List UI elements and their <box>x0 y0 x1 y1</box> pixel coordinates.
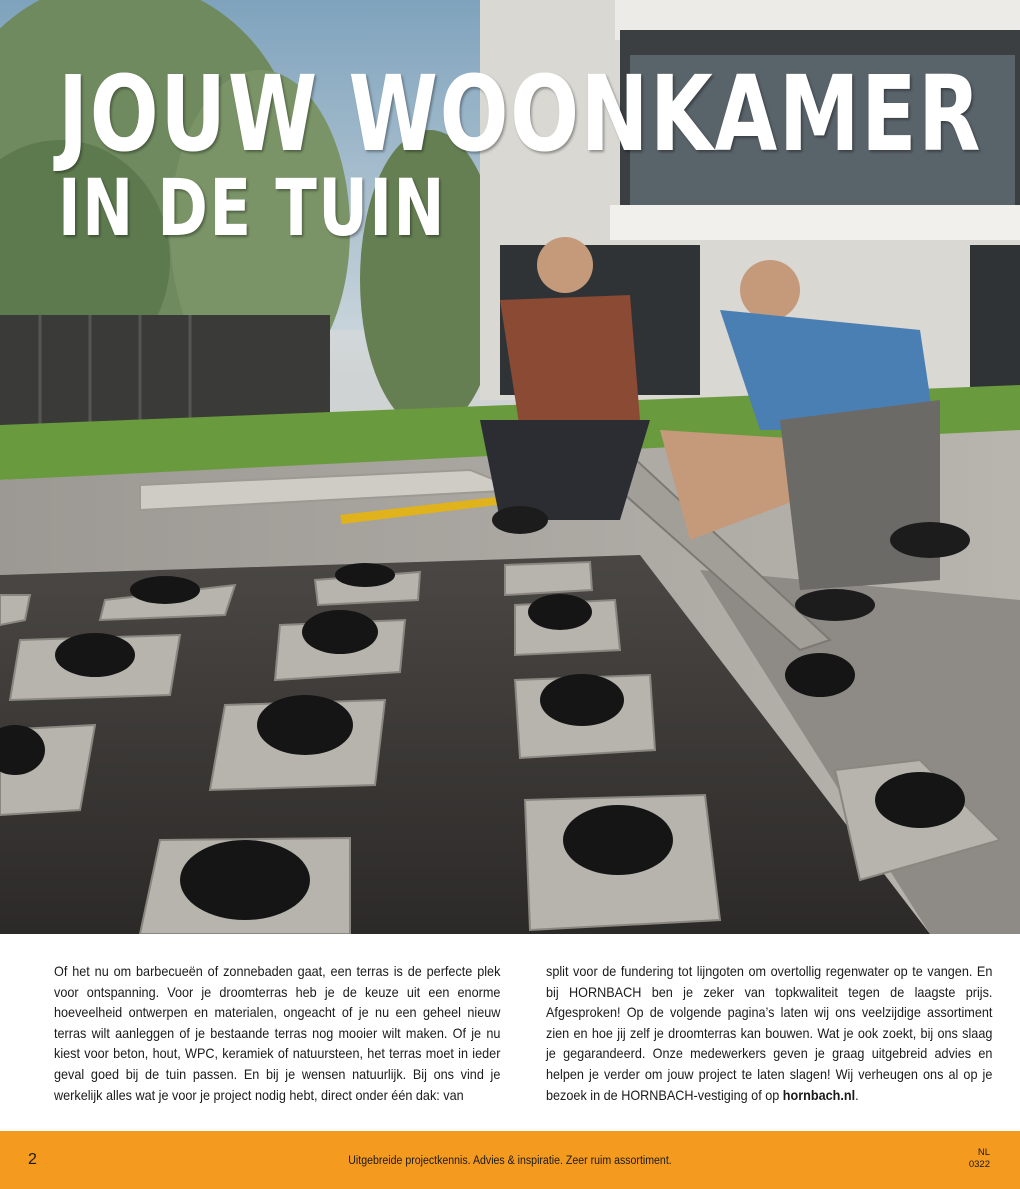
issue-code: 0322 <box>968 1159 990 1170</box>
hornbach-website-link[interactable]: hornbach.nl <box>782 1087 856 1103</box>
country-code: NL <box>977 1147 990 1158</box>
body-paragraph-2-text: split voor de fundering tot lijngoten om overtollig regenwater op te vangen. En bij HORNBACH ben je zeker van topkwaliteit tegen de laagste prijs. Afgesproken! Op de volgende pagina’s laten wij ons veelzijdige assortiment zien en hoe jij zelf je droomterras kan bouwen. Wat je ook zoekt, bij ons slaag je gegarandeerd. Onze medewerkers geven je graag uitgebreid advies en helpen je verder om jouw project te laten slagen! Wij verheugen ons al op je bezoek in de HORNBACH-vestiging of op <box>546 964 993 1103</box>
body-column-1 <box>54 962 500 1106</box>
headline <box>58 53 983 254</box>
headline-line-1: JOUW WOONKAMER <box>58 53 983 175</box>
footer-tagline: Uitgebreide projectkennis. Advies & inspiratie. Zeer ruim assortiment. <box>348 1155 672 1167</box>
body-text <box>54 962 992 1106</box>
headline-line-2: IN DE TUIN <box>58 164 447 254</box>
footer-bar <box>0 1131 1020 1189</box>
body-paragraph-1: Of het nu om barbecueën of zonnebaden gaat, een terras is de perfecte plek voor ontspanning. Voor je droomterras heb je de keuze uit een enorme hoeveelheid ontwerpen en materialen, ongeacht of je nu een geheel nieuw terras wilt aanleggen of je bestaande terras nog mooier wilt maken. Of je nu kiest voor beton, hout, WPC, keramiek of natuursteen, het terras moet in ieder geval goed bij de tuin passen. En bij je wensen natuurlijk. Bij ons vind je werkelijk alles wat je voor je project nodig hebt, direct onder één dak: van <box>54 964 501 1103</box>
body-paragraph-2 <box>546 962 992 1106</box>
body-paragraph-2-end: . <box>855 1087 859 1103</box>
edition-code <box>969 1147 990 1171</box>
page-number: 2 <box>28 1151 37 1168</box>
body-column-2 <box>546 962 992 1106</box>
